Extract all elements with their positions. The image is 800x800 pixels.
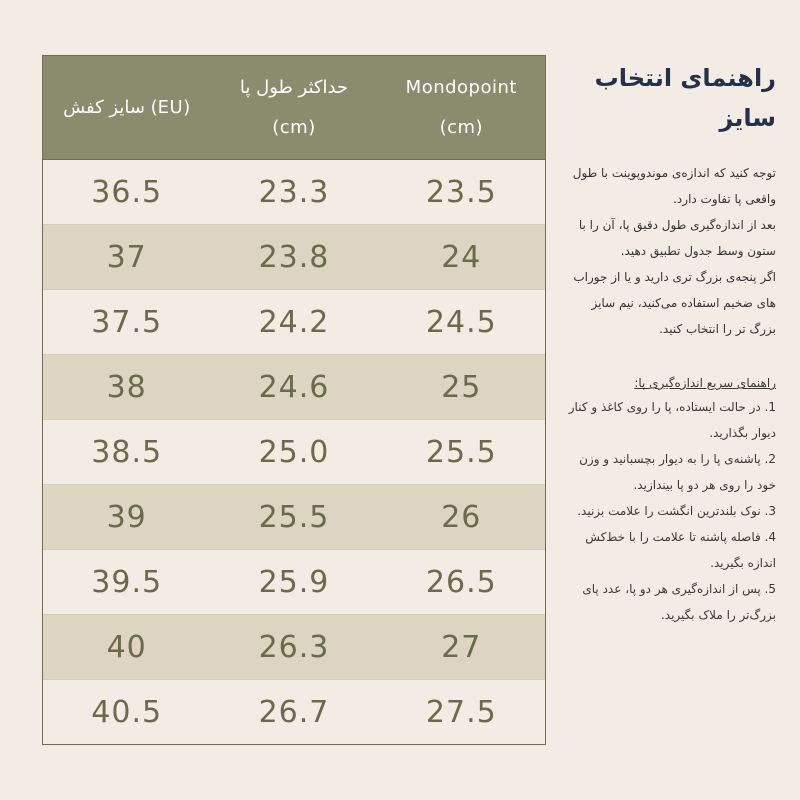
guide-title: راهنمای انتخاب سایز [594, 64, 776, 132]
list-item: 1. در حالت ایستاده، پا را روی کاغذ و کنار دیوار بگذارید. [568, 400, 776, 440]
size-guide-panel [562, 58, 776, 628]
list-item: 2. پاشنه‌ی پا را به دیوار بچسبانید و وزن خود را روی هر دو پا بیندازید. [579, 452, 776, 492]
cell-eu-size: 39 [106, 499, 147, 535]
quick-guide-title: راهنمای سریع اندازه‌گیری پا: [634, 376, 776, 390]
header-mondopoint-label: Mondopoint [405, 76, 517, 98]
quick-measure-guide [562, 372, 776, 628]
table-row [43, 225, 545, 290]
cell-foot-length: 25.0 [258, 434, 330, 470]
cell-foot-length: 24.2 [258, 304, 330, 340]
header-eu-size [43, 56, 210, 159]
header-foot-length [210, 56, 377, 159]
table-row [43, 160, 545, 225]
cell-mondopoint: 26 [441, 499, 482, 535]
guide-note: بعد از اندازه‌گیری طول دقیق پا، آن را با ستون وسط جدول تطبیق دهید. [578, 218, 776, 258]
cell-eu-size: 38 [106, 369, 147, 405]
cell-mondopoint: 25.5 [425, 434, 497, 470]
cell-eu-size: 37.5 [91, 304, 163, 340]
header-eu-size-label: سایز کفش (EU) [63, 96, 191, 118]
guide-note: توجه کنید که اندازه‌ی موندوپوینت با طول واقعی پا تفاوت دارد. [572, 166, 776, 206]
cell-mondopoint: 25 [441, 369, 482, 405]
cell-foot-length: 23.8 [258, 239, 330, 275]
list-item: 3. نوک بلندترین انگشت را علامت بزنید. [577, 504, 776, 518]
cell-mondopoint: 23.5 [425, 174, 497, 210]
header-mondopoint [378, 56, 545, 159]
cell-mondopoint: 27 [441, 629, 482, 665]
cell-eu-size: 38.5 [91, 434, 163, 470]
list-item: 4. فاصله پاشنه تا علامت را با خط‌کش اندازه بگیرید. [585, 530, 776, 570]
cell-foot-length: 25.5 [258, 499, 330, 535]
table-row [43, 355, 545, 420]
cell-foot-length: 26.3 [258, 629, 330, 665]
cell-mondopoint: 24 [441, 239, 482, 275]
table-row [43, 550, 545, 615]
header-mondopoint-unit: (cm) [439, 116, 484, 138]
cell-foot-length: 26.7 [258, 694, 330, 730]
table-row [43, 290, 545, 355]
list-item: 5. پس از اندازه‌گیری هر دو پا، عدد پای بزرگ‌تر را ملاک بگیرید. [582, 582, 776, 622]
cell-foot-length: 23.3 [258, 174, 330, 210]
table-row [43, 420, 545, 485]
cell-eu-size: 37 [106, 239, 147, 275]
table-row [43, 485, 545, 550]
cell-eu-size: 39.5 [91, 564, 163, 600]
table-body [43, 160, 545, 744]
size-chart-table [42, 55, 546, 745]
cell-eu-size: 36.5 [91, 174, 163, 210]
cell-foot-length: 24.6 [258, 369, 330, 405]
table-row [43, 680, 545, 744]
cell-foot-length: 25.9 [258, 564, 330, 600]
guide-note: اگر پنجه‌ی بزرگ تری دارید و یا از جوراب های ضخیم استفاده می‌کنید، نیم سایز بزرگ تر را انتخاب کنید. [573, 270, 776, 336]
cell-mondopoint: 27.5 [425, 694, 497, 730]
cell-mondopoint: 24.5 [425, 304, 497, 340]
table-header [43, 56, 545, 160]
table-row [43, 615, 545, 680]
cell-mondopoint: 26.5 [425, 564, 497, 600]
header-foot-length-label: حداکثر طول پا [239, 76, 349, 98]
header-foot-length-unit: (cm) [272, 116, 316, 138]
quick-guide-steps [562, 394, 776, 628]
cell-eu-size: 40 [106, 629, 147, 665]
cell-eu-size: 40.5 [91, 694, 163, 730]
